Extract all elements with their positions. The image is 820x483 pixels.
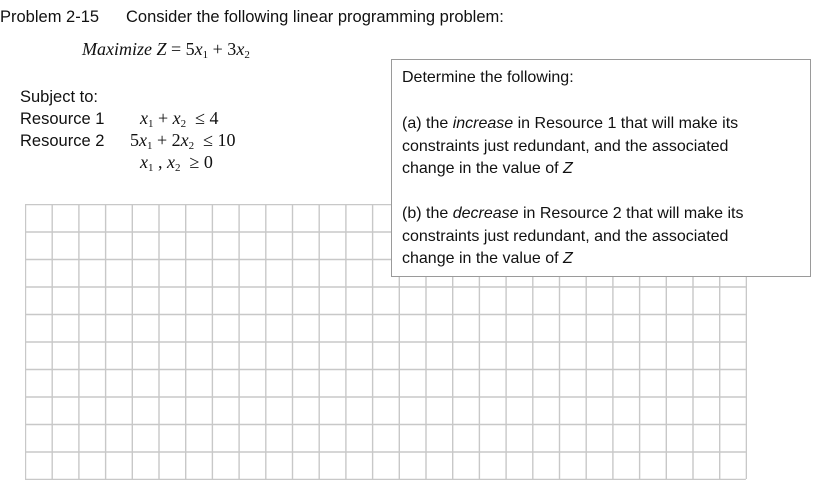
objective-keyword: Maximize <box>82 39 152 59</box>
question-b-emphasis: decrease <box>452 205 519 222</box>
question-b: (b) the decrease in Resource 2 that will make its constraints just redundant, and the associated change in the value of Z <box>402 205 744 267</box>
constraint-label-resource-2: Resource 2 <box>20 132 105 150</box>
constraints-heading: Subject to: <box>20 88 98 106</box>
problem-statement: Consider the following linear programming problem: <box>126 8 504 26</box>
constraint-label-resource-1: Resource 1 <box>20 110 105 128</box>
constraint-expr-1: $x_1 + x_2 \le 4$ <box>140 108 219 130</box>
problem-label: Problem 2-15 <box>0 8 100 26</box>
constraint-expr-2: $5x_1 + 2x_2 \le 10$ <box>130 130 236 152</box>
objective-function: Maximize $Z = 5x_1 + 3x_2$ <box>82 39 250 61</box>
objective-variable: Z <box>156 39 167 59</box>
question-a: (a) the increase in Resource 1 that will make its constraints just redundant, and the associated change in the value of Z <box>402 115 739 177</box>
question-a-emphasis: increase <box>452 115 514 132</box>
question-title: Determine the following: <box>402 69 574 86</box>
question-box <box>391 59 811 277</box>
constraint-nonnegativity: $x_1$ , $x_2 \ge 0$ <box>140 152 213 174</box>
